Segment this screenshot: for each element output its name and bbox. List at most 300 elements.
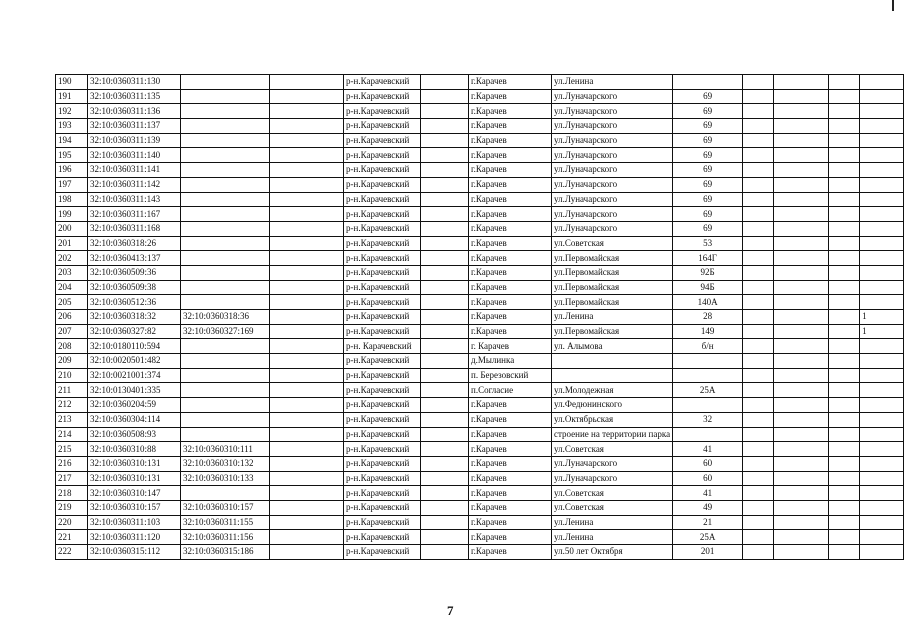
cadastral-number: 32:10:0360311:167 bbox=[88, 207, 181, 222]
flag-cell: 1 bbox=[860, 310, 904, 325]
blank-cell bbox=[421, 545, 469, 560]
cadastral-number: 32:10:0360327:82 bbox=[88, 324, 181, 339]
blank-cell bbox=[421, 104, 469, 119]
row-number: 203 bbox=[56, 265, 88, 280]
row-number: 213 bbox=[56, 412, 88, 427]
row-number: 216 bbox=[56, 456, 88, 471]
blank-cell bbox=[829, 471, 860, 486]
table-row bbox=[56, 75, 904, 90]
blank-cell bbox=[421, 442, 469, 457]
flag-cell: 1 bbox=[860, 324, 904, 339]
district-cell: р-н.Карачевский bbox=[344, 295, 421, 310]
linked-cadastral-number bbox=[181, 192, 270, 207]
table-row bbox=[56, 265, 904, 280]
street-cell: ул.Луначарского bbox=[552, 471, 673, 486]
linked-cadastral-number: 32:10:0360318:36 bbox=[181, 310, 270, 325]
blank-cell bbox=[743, 265, 774, 280]
blank-cell bbox=[829, 236, 860, 251]
cadastral-number: 32:10:0360508:93 bbox=[88, 427, 181, 442]
flag-cell bbox=[860, 236, 904, 251]
flag-cell bbox=[860, 148, 904, 163]
blank-cell bbox=[829, 148, 860, 163]
blank-cell bbox=[270, 310, 344, 325]
street-cell: ул.Молодежная bbox=[552, 383, 673, 398]
blank-cell bbox=[270, 412, 344, 427]
linked-cadastral-number bbox=[181, 339, 270, 354]
house-number-cell: 140А bbox=[673, 295, 743, 310]
table-row bbox=[56, 398, 904, 413]
town-cell: г. Карачев bbox=[469, 339, 552, 354]
district-cell: р-н.Карачевский bbox=[344, 148, 421, 163]
blank-cell bbox=[743, 368, 774, 383]
blank-cell bbox=[743, 339, 774, 354]
blank-cell bbox=[774, 442, 829, 457]
linked-cadastral-number bbox=[181, 221, 270, 236]
blank-cell bbox=[270, 368, 344, 383]
flag-cell bbox=[860, 515, 904, 530]
table-row bbox=[56, 207, 904, 222]
table-row bbox=[56, 368, 904, 383]
blank-cell bbox=[743, 398, 774, 413]
cadastral-number: 32:10:0360311:141 bbox=[88, 163, 181, 178]
linked-cadastral-number bbox=[181, 427, 270, 442]
blank-cell bbox=[743, 471, 774, 486]
town-cell: г.Карачев bbox=[469, 89, 552, 104]
blank-cell bbox=[743, 486, 774, 501]
town-cell: г.Карачев bbox=[469, 324, 552, 339]
blank-cell bbox=[829, 427, 860, 442]
cadastral-number: 32:10:0360311:139 bbox=[88, 133, 181, 148]
flag-cell bbox=[860, 456, 904, 471]
cadastral-number: 32:10:0360311:140 bbox=[88, 148, 181, 163]
row-number: 206 bbox=[56, 310, 88, 325]
linked-cadastral-number bbox=[181, 177, 270, 192]
blank-cell bbox=[421, 177, 469, 192]
district-cell: р-н. Карачевский bbox=[344, 339, 421, 354]
blank-cell bbox=[270, 221, 344, 236]
blank-cell bbox=[421, 530, 469, 545]
blank-cell bbox=[421, 221, 469, 236]
house-number-cell: 60 bbox=[673, 471, 743, 486]
linked-cadastral-number bbox=[181, 280, 270, 295]
flag-cell bbox=[860, 251, 904, 266]
table-row bbox=[56, 148, 904, 163]
house-number-cell: 25А bbox=[673, 530, 743, 545]
flag-cell bbox=[860, 163, 904, 178]
linked-cadastral-number bbox=[181, 119, 270, 134]
blank-cell bbox=[829, 104, 860, 119]
house-number-cell bbox=[673, 427, 743, 442]
blank-cell bbox=[270, 148, 344, 163]
house-number-cell: б/н bbox=[673, 339, 743, 354]
district-cell: р-н.Карачевский bbox=[344, 354, 421, 369]
registry-table bbox=[55, 74, 904, 560]
blank-cell bbox=[774, 368, 829, 383]
cadastral-number: 32:10:0360509:36 bbox=[88, 265, 181, 280]
linked-cadastral-number bbox=[181, 486, 270, 501]
linked-cadastral-number bbox=[181, 295, 270, 310]
house-number-cell: 69 bbox=[673, 207, 743, 222]
blank-cell bbox=[774, 310, 829, 325]
town-cell: г.Карачев bbox=[469, 398, 552, 413]
blank-cell bbox=[270, 354, 344, 369]
town-cell: г.Карачев bbox=[469, 221, 552, 236]
town-cell: г.Карачев bbox=[469, 486, 552, 501]
blank-cell bbox=[270, 545, 344, 560]
linked-cadastral-number: 32:10:0360315:186 bbox=[181, 545, 270, 560]
blank-cell bbox=[829, 163, 860, 178]
district-cell: р-н.Карачевский bbox=[344, 192, 421, 207]
blank-cell bbox=[774, 515, 829, 530]
linked-cadastral-number bbox=[181, 163, 270, 178]
street-cell: ул.Советская bbox=[552, 500, 673, 515]
district-cell: р-н.Карачевский bbox=[344, 456, 421, 471]
blank-cell bbox=[743, 89, 774, 104]
row-number: 212 bbox=[56, 398, 88, 413]
blank-cell bbox=[774, 530, 829, 545]
district-cell: р-н.Карачевский bbox=[344, 471, 421, 486]
table-row bbox=[56, 310, 904, 325]
street-cell: ул.Первомайская bbox=[552, 251, 673, 266]
linked-cadastral-number: 32:10:0360310:132 bbox=[181, 456, 270, 471]
blank-cell bbox=[421, 295, 469, 310]
house-number-cell: 69 bbox=[673, 221, 743, 236]
blank-cell bbox=[743, 251, 774, 266]
cadastral-number: 32:10:0360310:131 bbox=[88, 471, 181, 486]
blank-cell bbox=[774, 295, 829, 310]
house-number-cell: 28 bbox=[673, 310, 743, 325]
blank-cell bbox=[829, 133, 860, 148]
blank-cell bbox=[743, 133, 774, 148]
table-row bbox=[56, 104, 904, 119]
district-cell: р-н.Карачевский bbox=[344, 398, 421, 413]
blank-cell bbox=[829, 251, 860, 266]
street-cell bbox=[552, 368, 673, 383]
district-cell: р-н.Карачевский bbox=[344, 427, 421, 442]
house-number-cell: 69 bbox=[673, 89, 743, 104]
blank-cell bbox=[829, 354, 860, 369]
town-cell: г.Карачев bbox=[469, 104, 552, 119]
flag-cell bbox=[860, 295, 904, 310]
row-number: 195 bbox=[56, 148, 88, 163]
table-row bbox=[56, 280, 904, 295]
district-cell: р-н.Карачевский bbox=[344, 310, 421, 325]
blank-cell bbox=[270, 177, 344, 192]
linked-cadastral-number: 32:10:0360310:133 bbox=[181, 471, 270, 486]
cadastral-number: 32:10:0360318:26 bbox=[88, 236, 181, 251]
blank-cell bbox=[774, 324, 829, 339]
street-cell: ул.Луначарского bbox=[552, 192, 673, 207]
blank-cell bbox=[421, 339, 469, 354]
row-number: 198 bbox=[56, 192, 88, 207]
flag-cell bbox=[860, 354, 904, 369]
town-cell: г.Карачев bbox=[469, 471, 552, 486]
street-cell: ул.Советская bbox=[552, 442, 673, 457]
flag-cell bbox=[860, 104, 904, 119]
blank-cell bbox=[774, 75, 829, 90]
linked-cadastral-number bbox=[181, 265, 270, 280]
blank-cell bbox=[774, 89, 829, 104]
row-number: 197 bbox=[56, 177, 88, 192]
street-cell: ул.Луначарского bbox=[552, 207, 673, 222]
blank-cell bbox=[774, 486, 829, 501]
cadastral-number: 32:10:0360310:88 bbox=[88, 442, 181, 457]
blank-cell bbox=[270, 442, 344, 457]
row-number: 204 bbox=[56, 280, 88, 295]
blank-cell bbox=[743, 500, 774, 515]
blank-cell bbox=[421, 236, 469, 251]
cadastral-number: 32:10:0360204:59 bbox=[88, 398, 181, 413]
row-number: 217 bbox=[56, 471, 88, 486]
house-number-cell: 69 bbox=[673, 133, 743, 148]
district-cell: р-н.Карачевский bbox=[344, 265, 421, 280]
cadastral-number: 32:10:0360304:114 bbox=[88, 412, 181, 427]
blank-cell bbox=[829, 339, 860, 354]
street-cell: ул.Луначарского bbox=[552, 89, 673, 104]
street-cell: ул.Первомайская bbox=[552, 324, 673, 339]
district-cell: р-н.Карачевский bbox=[344, 412, 421, 427]
linked-cadastral-number: 32:10:0360311:156 bbox=[181, 530, 270, 545]
house-number-cell: 69 bbox=[673, 192, 743, 207]
blank-cell bbox=[829, 500, 860, 515]
town-cell: д.Мылинка bbox=[469, 354, 552, 369]
blank-cell bbox=[421, 280, 469, 295]
row-number: 199 bbox=[56, 207, 88, 222]
table-row bbox=[56, 221, 904, 236]
flag-cell bbox=[860, 486, 904, 501]
town-cell: г.Карачев bbox=[469, 207, 552, 222]
blank-cell bbox=[774, 545, 829, 560]
district-cell: р-н.Карачевский bbox=[344, 515, 421, 530]
cadastral-number: 32:10:0360311:135 bbox=[88, 89, 181, 104]
row-number: 210 bbox=[56, 368, 88, 383]
linked-cadastral-number: 32:10:0360310:111 bbox=[181, 442, 270, 457]
house-number-cell: 92Б bbox=[673, 265, 743, 280]
blank-cell bbox=[270, 104, 344, 119]
blank-cell bbox=[270, 236, 344, 251]
house-number-cell: 69 bbox=[673, 148, 743, 163]
cadastral-number: 32:10:0021001:374 bbox=[88, 368, 181, 383]
blank-cell bbox=[743, 280, 774, 295]
flag-cell bbox=[860, 471, 904, 486]
blank-cell bbox=[421, 148, 469, 163]
town-cell: г.Карачев bbox=[469, 427, 552, 442]
row-number: 219 bbox=[56, 500, 88, 515]
table-row bbox=[56, 354, 904, 369]
district-cell: р-н.Карачевский bbox=[344, 177, 421, 192]
blank-cell bbox=[829, 486, 860, 501]
blank-cell bbox=[421, 89, 469, 104]
blank-cell bbox=[774, 500, 829, 515]
linked-cadastral-number bbox=[181, 412, 270, 427]
town-cell: г.Карачев bbox=[469, 530, 552, 545]
street-cell: ул.Советская bbox=[552, 486, 673, 501]
blank-cell bbox=[774, 354, 829, 369]
table-row bbox=[56, 471, 904, 486]
blank-cell bbox=[829, 456, 860, 471]
town-cell: п.Согласие bbox=[469, 383, 552, 398]
flag-cell bbox=[860, 500, 904, 515]
blank-cell bbox=[421, 412, 469, 427]
linked-cadastral-number bbox=[181, 251, 270, 266]
linked-cadastral-number bbox=[181, 354, 270, 369]
blank-cell bbox=[774, 412, 829, 427]
house-number-cell: 69 bbox=[673, 119, 743, 134]
district-cell: р-н.Карачевский bbox=[344, 486, 421, 501]
town-cell: г.Карачев bbox=[469, 456, 552, 471]
cadastral-number: 32:10:0360311:103 bbox=[88, 515, 181, 530]
district-cell: р-н.Карачевский bbox=[344, 89, 421, 104]
blank-cell bbox=[743, 75, 774, 90]
blank-cell bbox=[743, 530, 774, 545]
blank-cell bbox=[421, 515, 469, 530]
house-number-cell: 149 bbox=[673, 324, 743, 339]
blank-cell bbox=[774, 456, 829, 471]
town-cell: г.Карачев bbox=[469, 545, 552, 560]
blank-cell bbox=[774, 383, 829, 398]
town-cell: г.Карачев bbox=[469, 310, 552, 325]
table-row bbox=[56, 383, 904, 398]
flag-cell bbox=[860, 75, 904, 90]
blank-cell bbox=[829, 265, 860, 280]
street-cell: ул.Луначарского bbox=[552, 104, 673, 119]
blank-cell bbox=[743, 324, 774, 339]
street-cell: ул.Октябрьская bbox=[552, 412, 673, 427]
blank-cell bbox=[270, 163, 344, 178]
street-cell: ул.Луначарского bbox=[552, 163, 673, 178]
cadastral-number: 32:10:0360310:147 bbox=[88, 486, 181, 501]
house-number-cell: 49 bbox=[673, 500, 743, 515]
row-number: 205 bbox=[56, 295, 88, 310]
house-number-cell: 201 bbox=[673, 545, 743, 560]
table-row bbox=[56, 412, 904, 427]
row-number: 200 bbox=[56, 221, 88, 236]
blank-cell bbox=[829, 383, 860, 398]
table-row bbox=[56, 236, 904, 251]
blank-cell bbox=[829, 89, 860, 104]
district-cell: р-н.Карачевский bbox=[344, 368, 421, 383]
blank-cell bbox=[421, 75, 469, 90]
linked-cadastral-number bbox=[181, 148, 270, 163]
blank-cell bbox=[421, 368, 469, 383]
house-number-cell: 94Б bbox=[673, 280, 743, 295]
cadastral-number: 32:10:0020501:482 bbox=[88, 354, 181, 369]
blank-cell bbox=[270, 295, 344, 310]
table-row bbox=[56, 89, 904, 104]
town-cell: г.Карачев bbox=[469, 192, 552, 207]
town-cell: г.Карачев bbox=[469, 133, 552, 148]
town-cell: г.Карачев bbox=[469, 251, 552, 266]
flag-cell bbox=[860, 221, 904, 236]
blank-cell bbox=[743, 442, 774, 457]
street-cell: ул.50 лет Октября bbox=[552, 545, 673, 560]
linked-cadastral-number: 32:10:0360310:157 bbox=[181, 500, 270, 515]
house-number-cell: 32 bbox=[673, 412, 743, 427]
blank-cell bbox=[829, 75, 860, 90]
linked-cadastral-number bbox=[181, 75, 270, 90]
blank-cell bbox=[743, 192, 774, 207]
blank-cell bbox=[743, 104, 774, 119]
blank-cell bbox=[774, 192, 829, 207]
blank-cell bbox=[743, 354, 774, 369]
district-cell: р-н.Карачевский bbox=[344, 324, 421, 339]
linked-cadastral-number: 32:10:0360327:169 bbox=[181, 324, 270, 339]
flag-cell bbox=[860, 545, 904, 560]
flag-cell bbox=[860, 530, 904, 545]
district-cell: р-н.Карачевский bbox=[344, 207, 421, 222]
blank-cell bbox=[743, 383, 774, 398]
street-cell: ул.Ленина bbox=[552, 310, 673, 325]
row-number: 201 bbox=[56, 236, 88, 251]
table-row bbox=[56, 545, 904, 560]
cadastral-number: 32:10:0360310:157 bbox=[88, 500, 181, 515]
district-cell: р-н.Карачевский bbox=[344, 133, 421, 148]
cadastral-number: 32:10:0360311:136 bbox=[88, 104, 181, 119]
flag-cell bbox=[860, 192, 904, 207]
linked-cadastral-number bbox=[181, 207, 270, 222]
house-number-cell bbox=[673, 368, 743, 383]
blank-cell bbox=[774, 207, 829, 222]
blank-cell bbox=[270, 339, 344, 354]
blank-cell bbox=[421, 310, 469, 325]
blank-cell bbox=[270, 500, 344, 515]
blank-cell bbox=[421, 251, 469, 266]
cadastral-number: 32:10:0360311:168 bbox=[88, 221, 181, 236]
house-number-cell: 69 bbox=[673, 104, 743, 119]
district-cell: р-н.Карачевский bbox=[344, 500, 421, 515]
district-cell: р-н.Карачевский bbox=[344, 119, 421, 134]
town-cell: г.Карачев bbox=[469, 236, 552, 251]
flag-cell bbox=[860, 119, 904, 134]
blank-cell bbox=[270, 530, 344, 545]
table-row bbox=[56, 133, 904, 148]
table-row bbox=[56, 530, 904, 545]
blank-cell bbox=[774, 163, 829, 178]
blank-cell bbox=[270, 192, 344, 207]
town-cell: г.Карачев bbox=[469, 442, 552, 457]
blank-cell bbox=[270, 75, 344, 90]
street-cell: ул.Федюнинского bbox=[552, 398, 673, 413]
blank-cell bbox=[270, 89, 344, 104]
table-row bbox=[56, 427, 904, 442]
edge-mark bbox=[892, 0, 894, 11]
district-cell: р-н.Карачевский bbox=[344, 251, 421, 266]
district-cell: р-н.Карачевский bbox=[344, 221, 421, 236]
street-cell: ул.Луначарского bbox=[552, 119, 673, 134]
blank-cell bbox=[421, 500, 469, 515]
cadastral-number: 32:10:0360311:130 bbox=[88, 75, 181, 90]
blank-cell bbox=[774, 251, 829, 266]
row-number: 214 bbox=[56, 427, 88, 442]
blank-cell bbox=[774, 104, 829, 119]
town-cell: г.Карачев bbox=[469, 119, 552, 134]
town-cell: г.Карачев bbox=[469, 148, 552, 163]
table-row bbox=[56, 295, 904, 310]
blank-cell bbox=[774, 119, 829, 134]
street-cell bbox=[552, 354, 673, 369]
table-row bbox=[56, 119, 904, 134]
linked-cadastral-number bbox=[181, 133, 270, 148]
flag-cell bbox=[860, 383, 904, 398]
cadastral-number: 32:10:0360512:36 bbox=[88, 295, 181, 310]
blank-cell bbox=[421, 383, 469, 398]
town-cell: г.Карачев bbox=[469, 163, 552, 178]
cadastral-number: 32:10:0360413:137 bbox=[88, 251, 181, 266]
flag-cell bbox=[860, 412, 904, 427]
flag-cell bbox=[860, 398, 904, 413]
table-body bbox=[56, 75, 904, 560]
row-number: 191 bbox=[56, 89, 88, 104]
